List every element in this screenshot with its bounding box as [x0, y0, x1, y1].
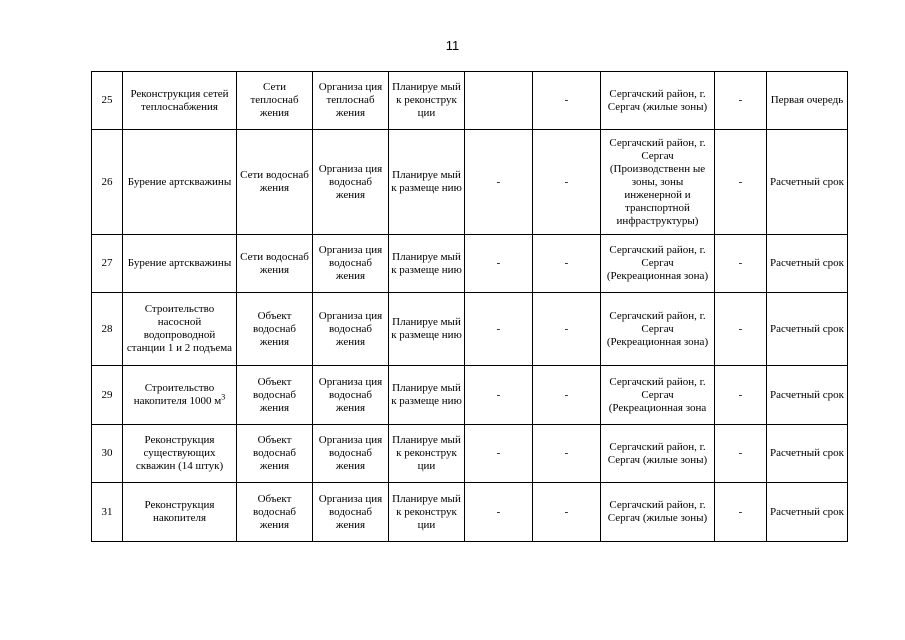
column-8-cell: - — [715, 293, 767, 366]
organization-cell: Организа ция водоснаб жения — [313, 130, 389, 235]
column-8-cell: - — [715, 483, 767, 542]
objects-table — [91, 71, 848, 542]
location-cell: Сергачский район, г. Сергач (Производственн ые зоны, зоны инженерной и транспортной инфраструктуры) — [601, 130, 715, 235]
column-5-cell: - — [465, 425, 533, 483]
table-row — [92, 425, 848, 483]
organization-cell: Организа ция теплоснаб жения — [313, 72, 389, 130]
location-cell: Сергачский район, г. Сергач (Рекреационная зона — [601, 366, 715, 425]
object-type-cell: Сети водоснаб жения — [237, 235, 313, 293]
column-5-cell: - — [465, 130, 533, 235]
status-cell: Планируе мый к размеще нию — [389, 130, 465, 235]
term-cell: Расчетный срок — [767, 235, 848, 293]
status-cell: Планируе мый к реконструк ции — [389, 425, 465, 483]
object-type-cell: Объект водоснаб жения — [237, 483, 313, 542]
object-name-cell: Реконструкция накопителя — [123, 483, 237, 542]
column-8-cell: - — [715, 72, 767, 130]
row-number-cell: 31 — [92, 483, 123, 542]
term-cell: Расчетный срок — [767, 425, 848, 483]
status-cell: Планируе мый к размеще нию — [389, 366, 465, 425]
term-cell: Расчетный срок — [767, 366, 848, 425]
location-cell: Сергачский район, г. Сергач (жилые зоны) — [601, 425, 715, 483]
organization-cell: Организа ция водоснаб жения — [313, 425, 389, 483]
object-type-cell: Сети водоснаб жения — [237, 130, 313, 235]
column-6-cell: - — [533, 130, 601, 235]
column-8-cell: - — [715, 235, 767, 293]
object-type-cell: Сети теплоснаб жения — [237, 72, 313, 130]
object-type-cell: Объект водоснаб жения — [237, 425, 313, 483]
row-number-cell: 30 — [92, 425, 123, 483]
object-type-cell: Объект водоснаб жения — [237, 293, 313, 366]
organization-cell: Организа ция водоснаб жения — [313, 366, 389, 425]
row-number-cell: 26 — [92, 130, 123, 235]
object-name-cell: Реконструкция сетей теплоснабжения — [123, 72, 237, 130]
organization-cell: Организа ция водоснаб жения — [313, 483, 389, 542]
object-name-main: Строительство накопителя 1000 м — [133, 382, 222, 407]
status-cell: Планируе мый к размеще нию — [389, 293, 465, 366]
object-name-cell — [123, 366, 237, 425]
page-number: 11 — [445, 38, 460, 53]
table-row — [92, 483, 848, 542]
status-cell: Планируе мый к размеще нию — [389, 235, 465, 293]
organization-cell: Организа ция водоснаб жения — [313, 293, 389, 366]
unit-superscript: 3 — [221, 392, 226, 402]
status-cell: Планируе мый к реконструк ции — [389, 483, 465, 542]
column-6-cell: - — [533, 366, 601, 425]
column-8-cell: - — [715, 366, 767, 425]
column-5-cell: - — [465, 293, 533, 366]
row-number-cell: 29 — [92, 366, 123, 425]
table-row — [92, 293, 848, 366]
column-6-cell: - — [533, 425, 601, 483]
column-5-cell: - — [465, 483, 533, 542]
term-cell: Расчетный срок — [767, 130, 848, 235]
column-6-cell: - — [533, 235, 601, 293]
object-name-text — [134, 382, 226, 407]
column-5-cell — [465, 72, 533, 130]
column-8-cell: - — [715, 130, 767, 235]
location-cell: Сергачский район, г. Сергач (жилые зоны) — [601, 483, 715, 542]
column-5-cell: - — [465, 235, 533, 293]
column-6-cell: - — [533, 483, 601, 542]
column-6-cell: - — [533, 293, 601, 366]
column-5-cell: - — [465, 366, 533, 425]
table-row — [92, 130, 848, 235]
location-cell: Сергачский район, г. Сергач (жилые зоны) — [601, 72, 715, 130]
column-6-cell: - — [533, 72, 601, 130]
object-name-cell: Реконструкция существующих скважин (14 штук) — [123, 425, 237, 483]
table-row — [92, 72, 848, 130]
table-row — [92, 366, 848, 425]
column-8-cell: - — [715, 425, 767, 483]
term-cell: Расчетный срок — [767, 293, 848, 366]
row-number-cell: 27 — [92, 235, 123, 293]
row-number-cell: 28 — [92, 293, 123, 366]
location-cell: Сергачский район, г. Сергач (Рекреационная зона) — [601, 235, 715, 293]
table-row — [92, 235, 848, 293]
object-name-cell: Строительство насосной водопроводной станции 1 и 2 подъема — [123, 293, 237, 366]
location-cell: Сергачский район, г. Сергач (Рекреационная зона) — [601, 293, 715, 366]
object-name-cell: Бурение артскважины — [123, 130, 237, 235]
status-cell: Планируе мый к реконструк ции — [389, 72, 465, 130]
organization-cell: Организа ция водоснаб жения — [313, 235, 389, 293]
row-number-cell: 25 — [92, 72, 123, 130]
object-type-cell: Объект водоснаб жения — [237, 366, 313, 425]
term-cell: Расчетный срок — [767, 483, 848, 542]
term-cell: Первая очередь — [767, 72, 848, 130]
object-name-cell: Бурение артскважины — [123, 235, 237, 293]
